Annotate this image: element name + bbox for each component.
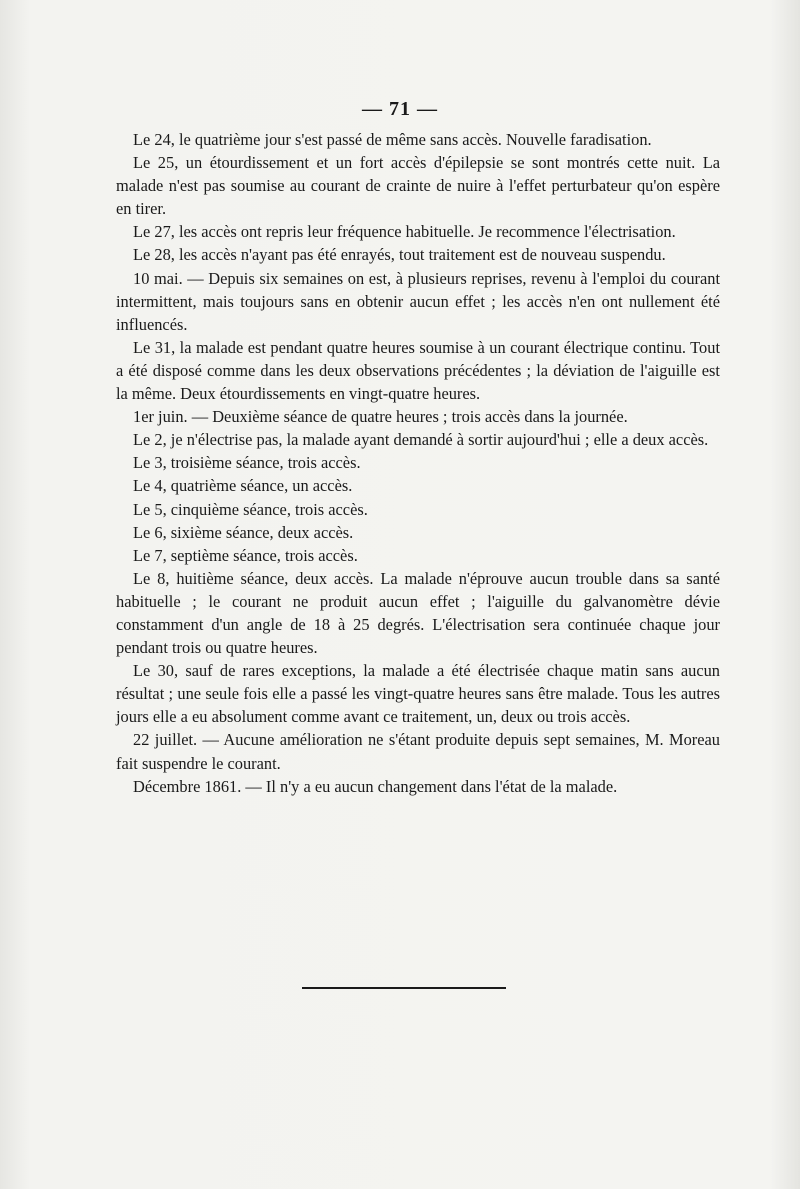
paragraph: 10 mai. — Depuis six semaines on est, à plusieurs reprises, revenu à l'emploi du courant intermittent, mais toujours sans en obtenir aucun effet ; les accès n'en ont nullement été influencés.: [116, 268, 720, 334]
paragraph: 22 juillet. — Aucune amélioration ne s'étant produite depuis sept semaines, M. Moreau fait suspendre le courant.: [116, 730, 720, 773]
paragraph: Le 2, je n'électrise pas, la malade ayant demandé à sortir aujourd'hui ; elle a deux accès.: [133, 430, 709, 450]
paragraph: Le 5, cinquième séance, trois accès.: [133, 499, 368, 519]
paragraph: Le 30, sauf de rares exceptions, la malade a été électrisée chaque matin sans aucun résultat ; une seule fois elle a passé les vingt-quatre heures sans être malade. Tous les autres jours elle a eu absolument comme avant ce traitement, un, deux ou trois accès.: [116, 661, 720, 727]
paragraph: Le 25, un étourdissement et un fort accès d'épilepsie se sont montrés cette nuit. La malade n'est pas soumise au courant de crainte de nuire à l'effet perturbateur qu'on espère en tirer.: [116, 153, 720, 219]
paragraph: 1er juin. — Deuxième séance de quatre heures ; trois accès dans la journée.: [133, 407, 628, 427]
paragraph: Le 28, les accès n'ayant pas été enrayés, tout traitement est de nouveau suspendu.: [133, 245, 666, 265]
paragraph: Décembre 1861. — Il n'y a eu aucun changement dans l'état de la malade.: [133, 776, 618, 796]
paragraph: Le 8, huitième séance, deux accès. La malade n'éprouve aucun trouble dans sa santé habituelle ; le courant ne produit aucun effet ; l'aiguille du galvanomètre dévie constamment d'un angle de 18 à 25 degrés. L'électrisation sera continuée chaque jour pendant trois ou quatre heures.: [116, 568, 720, 658]
paragraph: Le 24, le quatrième jour s'est passé de même sans accès. Nouvelle faradisation.: [133, 130, 652, 149]
paragraph: Le 6, sixième séance, deux accès.: [133, 522, 354, 542]
paragraph: Le 4, quatrième séance, un accès.: [133, 476, 353, 496]
paragraph: Le 31, la malade est pendant quatre heures soumise à un courant électrique continu. Tout a été disposé comme dans les deux observations précédentes ; la déviation de l'aiguille est la même. Deux étourdissements en vingt-quatre heures.: [116, 337, 720, 404]
paragraph: Le 3, troisième séance, trois accès.: [133, 453, 361, 473]
page-number: — 71 —: [362, 98, 438, 120]
closing-rule: [302, 987, 506, 989]
paragraph: Le 27, les accès ont repris leur fréquence habituelle. Je recommence l'électrisation.: [133, 222, 676, 242]
body-text: [116, 128, 720, 798]
paragraph: Le 7, septième séance, trois accès.: [133, 545, 358, 565]
